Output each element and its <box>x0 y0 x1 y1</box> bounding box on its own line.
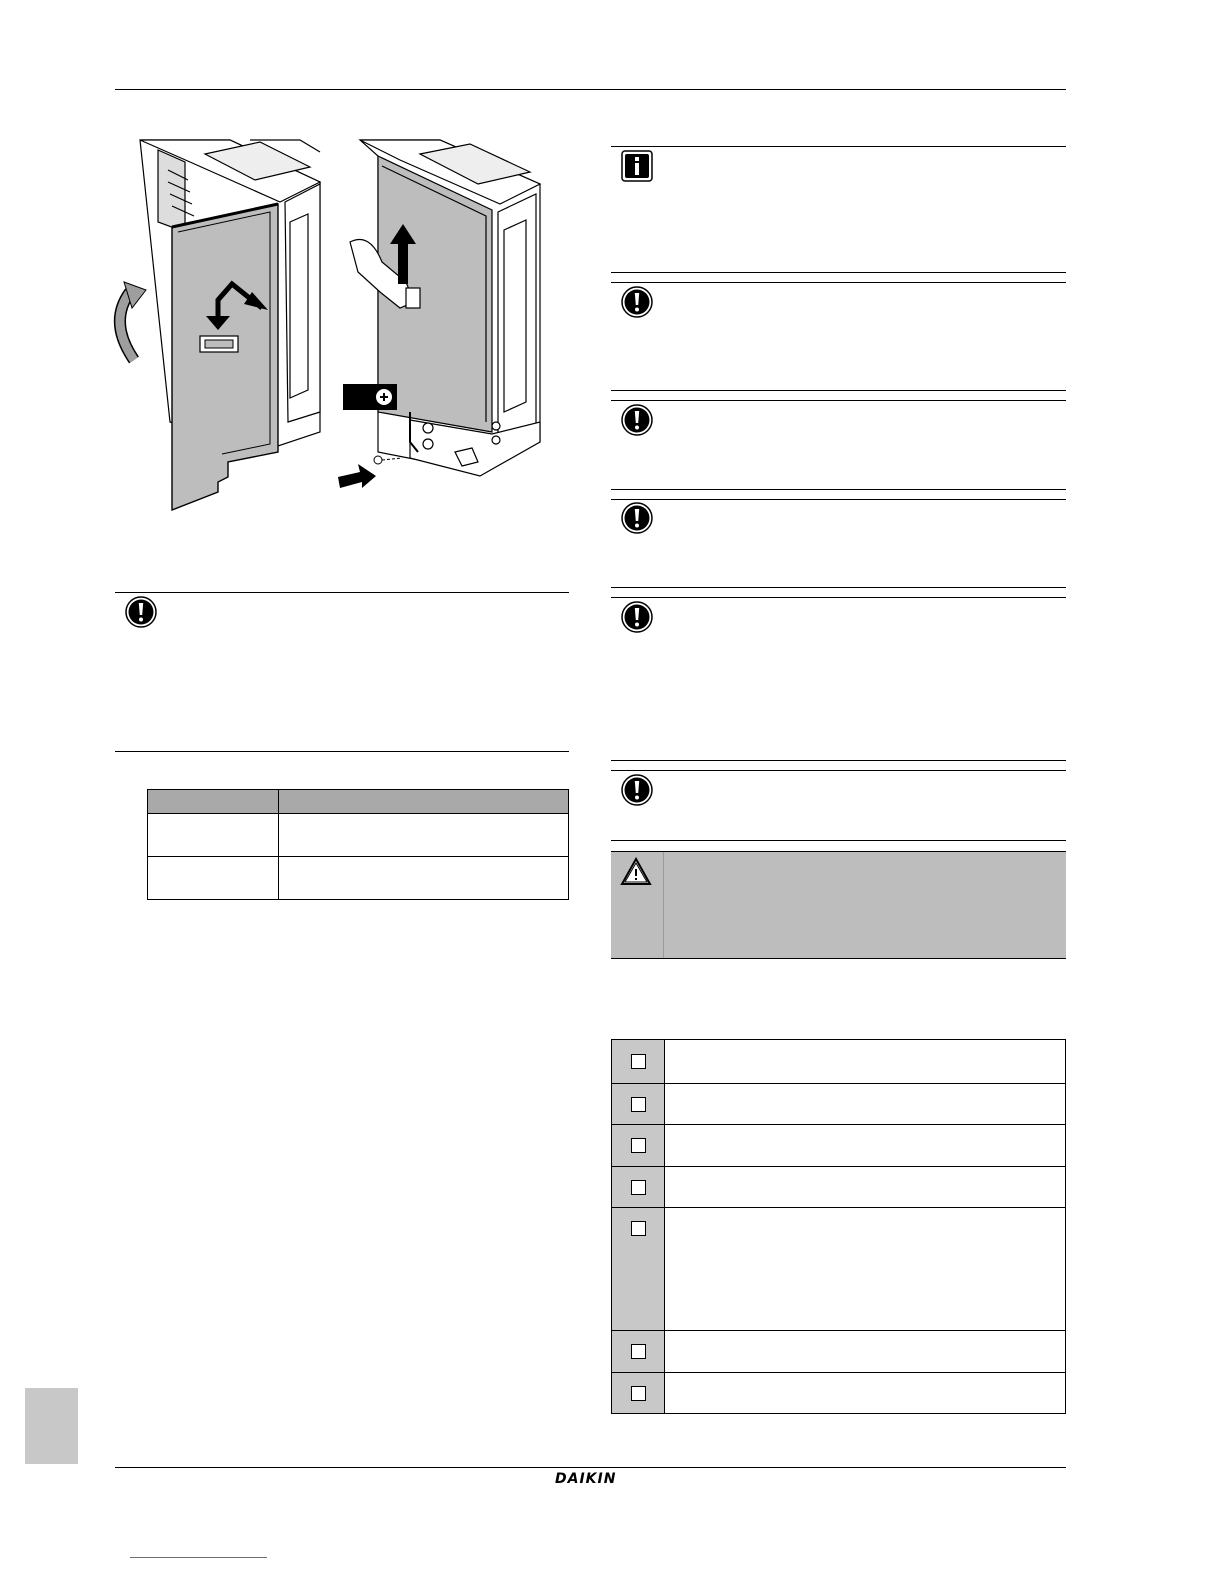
checklist-row-rule <box>612 1124 1065 1125</box>
screwdriver-icon <box>343 384 397 410</box>
notice-rule <box>611 499 1066 500</box>
daikin-logo: DAIKIN <box>555 1471 617 1487</box>
left-notice-top-rule <box>115 592 569 593</box>
notice-rule <box>611 282 1066 283</box>
exclamation-icon <box>621 404 653 436</box>
notice-rule <box>611 587 1066 588</box>
checklist-checkbox[interactable] <box>631 1221 646 1236</box>
exclamation-icon <box>621 286 653 318</box>
right-unit <box>360 140 540 476</box>
checklist-row-rule <box>612 1330 1065 1331</box>
footer-link[interactable] <box>130 1557 267 1558</box>
table-header-cell <box>147 789 279 814</box>
info-notice-top-rule <box>611 146 1066 147</box>
checklist-row-rule <box>612 1207 1065 1208</box>
checklist-checkbox[interactable] <box>631 1180 646 1195</box>
info-icon <box>621 150 653 182</box>
screw-icon <box>374 456 402 464</box>
left-notice-bottom-rule <box>115 751 569 752</box>
table-header-cell <box>278 789 569 814</box>
chapter-side-tab <box>25 1388 78 1464</box>
warning-notice <box>611 851 1066 959</box>
notice-rule <box>611 770 1066 771</box>
checklist-checkbox[interactable] <box>631 1138 646 1153</box>
notice-rule <box>611 760 1066 761</box>
table-cell <box>278 856 569 900</box>
checklist-row-rule <box>612 1166 1065 1167</box>
header-rule <box>115 89 1066 90</box>
notice-rule <box>611 597 1066 598</box>
warning-notice-divider <box>663 852 664 958</box>
checklist-checkbox[interactable] <box>631 1097 646 1112</box>
table-cell <box>278 813 569 857</box>
table-cell <box>147 813 279 857</box>
push-arrow-icon <box>338 464 376 488</box>
rotate-arrow-icon <box>120 282 146 360</box>
checklist-checkbox[interactable] <box>631 1344 646 1359</box>
left-door-panel <box>172 204 278 510</box>
checklist-checkbox[interactable] <box>631 1386 646 1401</box>
exclamation-icon <box>621 774 653 806</box>
exclamation-icon <box>125 596 157 628</box>
panel-removal-figure <box>110 132 550 514</box>
checklist-row-rule <box>612 1083 1065 1084</box>
exclamation-icon <box>621 502 653 534</box>
notice-rule <box>611 400 1066 401</box>
notice-rule <box>611 272 1066 273</box>
notice-rule <box>611 489 1066 490</box>
table-cell <box>147 856 279 900</box>
notice-rule <box>611 840 1066 841</box>
checklist-row-rule <box>612 1372 1065 1373</box>
checklist-checkbox[interactable] <box>631 1054 646 1069</box>
footer-rule <box>115 1467 1066 1468</box>
notice-rule <box>611 390 1066 391</box>
exclamation-icon <box>621 601 653 633</box>
checklist <box>611 1039 1066 1414</box>
warning-triangle-icon <box>620 856 652 888</box>
